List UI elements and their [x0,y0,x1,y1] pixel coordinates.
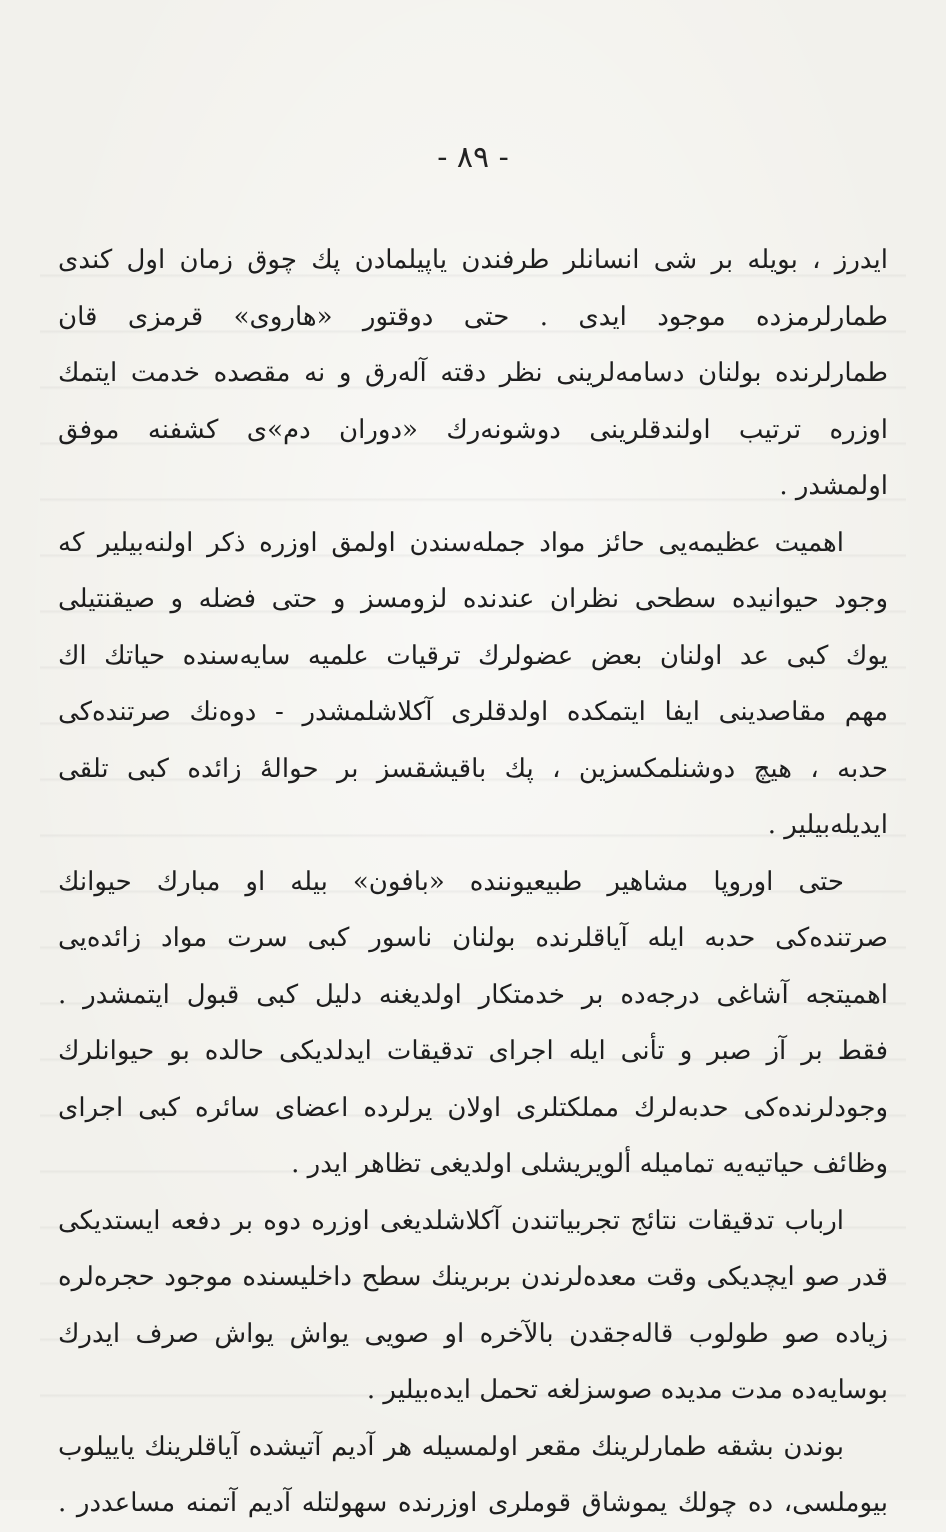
text-line: وجودلرنده‌کی حدبه‌لرك مملکتلری اولان یرلرده اعضای سائره کبی اجرای [58,1092,888,1123]
text-line: طمارلرنده بولنان دسامه‌لرینی نظر دقته آله‌رق و نه مقصده خدمت ایتمك [58,358,888,388]
text-line: مهم مقاصدینی ایفا ایتمکده اولدقلری آکلاشلمشدر - دوه‌نك صرتنده‌کی [58,697,888,727]
text-line: اولمشدر . [779,471,888,501]
text-line: بیوملسی، ده چولك یموشاق قوملری اوزرنده سهولتله آدیم آتمنه مساعددر . [58,1488,888,1518]
text-line: ارباب تدقیقات نتائج تجربیاتندن آکلاشلدیغی اوزره دوه بر دفعه ایستدیکی [58,1205,844,1236]
text-line: اهمیت عظیمه‌یی حائز مواد جمله‌سندن اولمق اوزره ذکر اولنه‌بیلیر که [58,527,844,558]
text-line: اوزره ترتیب اولندقلرینی دوشونه‌رك «دوران دم»ی کشفنه موفق [58,414,888,445]
text-line: اهمیتجه آشاغی درجه‌ده بر خدمتکار اولدیغنه دلیل کبی قبول ایتمشدر . [58,979,888,1010]
text-line: یوك کبی عد اولنان بعض عضولرك ترقیات علمیه سایه‌سنده حیاتك اك [58,640,888,671]
text-line: بوندن بشقه طمارلرینك مقعر اولمسیله هر آدیم آتیشده آیاقلرینك یایيلوب [58,1431,844,1462]
text-line: وظائف حیاتیه‌یه تماميله ألویریشلی اولدیغی تظاهر ایدر . [291,1149,888,1179]
text-line: فقط بر آز صبر و تأنی ایله اجرای تدقیقات ایدلدیکی حالده بو حیوانلرك [58,1036,888,1066]
text-line: بوسایه‌ده مدت مدیده صوسزلغه تحمل ایده‌بیلیر . [366,1375,888,1405]
text-line: ایدیله‌بیلیر . [767,810,888,840]
text-line: حتی اوروپا مشاهیر طبیعیوننده «بافون» بیله او مبارك حیوانك [58,866,844,897]
text-line: صرتنده‌کی حدبه ایله آیاقلرنده بولنان ناسور کبی سرت مواد زائده‌یی [58,923,888,953]
body-text [58,232,888,1532]
text-line: طمارلرمزده موجود ایدی . حتی دوقتور «هاروی» قرمزی قان [58,301,888,332]
text-line: زیاده صو طولوب قالەجقدن بالآخره او صویی یواش یواش صرف ایدرك [58,1318,888,1349]
text-line: قدر صو ایچدیکی وقت معده‌لرندن بربرینك سطح داخلیسنده موجود حجره‌لره [58,1262,888,1292]
text-line: حدبه ، هیچ دوشنلمکسزین ، پك باقیشقسز بر حوالهٔ زائده کبی تلقی [58,753,888,784]
text-line: وجود حیوانیده سطحی نظران عندنده لزومسز و حتی فضله و صیقنتیلی [58,584,888,614]
text-line: ایدرز ، بویله بر شی انسانلر طرفندن یاپیلمادن پك چوق زمان اول کندی [58,245,888,275]
page-number: - ٨٩ - [437,140,509,175]
